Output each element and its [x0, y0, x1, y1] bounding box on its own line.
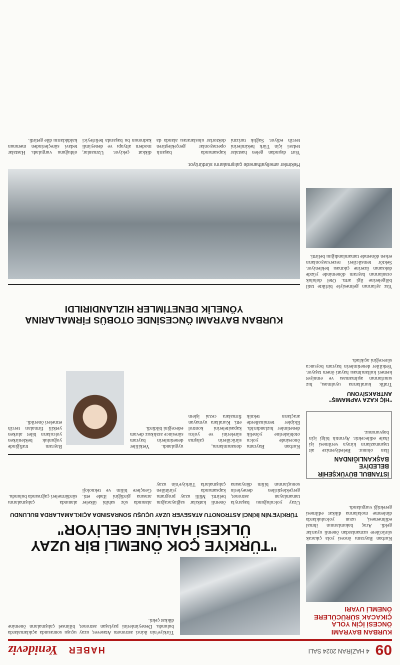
kurban-story — [306, 485, 392, 635]
hekim-body: Yurt dışından gelen hastalar tedavi için Türk hekimlerini tercih ediyor. Sağlık turizmi kapsamında başarılı operasyonlar gerçekleştiren doktorlar uluslararası alanda da dikkat çekiyor. Uzmanlar, modern altyapı ve deneyimli kadronun bu başarıda belirleyici olduğunu vurguladı. Hastalar tedavi süreçlerinden memnun kaldıklarını dile getirdi. — [8, 136, 300, 155]
otobus-story — [8, 289, 300, 449]
doctors-photo — [8, 169, 300, 279]
kurban-body: Kurban Bayramı öncesi yola çıkacak sürücülere uzmanlardan önemli uyarılar geldi. Araç bakımlarının ihmal edilmemesi, uzun yolculuklarda dinlenme molalarına dikkat edilmesi gerektiği vurgulandı. — [306, 504, 392, 541]
kurban-headline: KURBAN BAYRAMI ÖNCESİ İÇİN YOLA ÇIKACAK SÜRÜCÜLERE ÖNEMLİ UYARI — [313, 605, 392, 635]
astronaut-photo — [180, 557, 300, 635]
left-lower-column — [306, 295, 392, 405]
left-bottom-column — [306, 9, 392, 289]
otobus-headline: KURBAN BAYRAMI ÖNCESİNDE OTOBÜS FİRMALARINA YÖNELİK DENETİMLER HIZLANDIRILDI — [24, 303, 284, 325]
left-lower-body: Trafik kurallarına uyulması, hız sınırlarının aşılmaması ve emniyet kemeri kullanılması hayati önem taşıyor. Yetkililer denetimlerin bayram boyunca süreceğini açıkladı. — [306, 356, 392, 388]
section-label: HABER — [67, 645, 105, 655]
page-number: 09 — [375, 641, 392, 659]
woman-portrait-photo — [66, 371, 124, 445]
ibb-ad-body: İlan olunur. Belediyemize ait taşınmazların kiraya verilmesi işi ihale edilecektir. Ayrıntılı bilgi için başvurunuz. — [309, 428, 389, 454]
uzay-headline: "TÜRKİYE ÇOK ÖNEMLİ BİR UZAY ÜLKESİ HALİNE GELİYOR" — [30, 521, 278, 554]
hekim-story — [8, 9, 300, 279]
uzay-body: Uzay yolculuğunu başarıyla tamamlayan astronot, gerçekleştirilen deneylerin sonuçlarının bilim dünyasına önemli katkılar sağlayacağını belirtti. Milli uzay programı kapsamında yürütülen çalışmalarla Türkiye'nin uzay alanında söz sahibi ülkeler arasına girdiğini ifade etti. Gençlere bilim ve teknoloji alanında çalışmalarını sürdürmeleri çağrısında bulundu. — [8, 480, 300, 505]
divider-top — [8, 454, 300, 455]
ibb-ad — [306, 411, 392, 479]
ibb-ad-title: İSTANBUL BÜYÜKŞEHİR BELEDİYE BAŞKANLIĞINDAN — [317, 454, 389, 476]
masthead — [8, 639, 392, 659]
uzay-story — [8, 460, 300, 635]
issue-date: 4 HAZİRAN 2024 SALI — [308, 647, 370, 653]
uzay-intro: Türkiye'nin ikinci astronotu Atasever, uzay uçuşu sonrasında açıklamalarda bulundu. Deneyimlerini paylaşan astronot, bilimsel çalışmaların önemine dikkat çekti. — [8, 616, 174, 635]
otobus-body: Kurban Bayramı öncesinde yolcu otobüslerine yönelik denetimler hızlandırıldı. Ekipler terminallerde araçların teknik donanımlarını, sürücülerin çalışma sürelerini ve yolcu kapasitelerini kontrol etti. Kurallara uymayan firmalara cezai işlem uygulandı. Yetkililer denetimlerin bayram süresince aralıksız devam edeceğini bildirdi. — [130, 412, 300, 449]
divider-mid — [8, 284, 300, 285]
otobus-side: Bayram trafiğinde yoğunluk beklenirken yolcuların bilet alırken yetkili firmaları tercih etmeleri önerildi. — [8, 418, 62, 449]
newspaper-logo: Yenideviz — [8, 643, 58, 658]
uzay-kicker: TÜRKİYE'NİN İKİNCİ ASTRONOTU ATASEVER UZAY UÇUŞU SONRASINDA AÇIKLAMALARDA BULUNDU — [10, 511, 299, 517]
doctors-caption: Hekimler ameliyathanede çalışmalarını sürdürüyor. — [187, 161, 300, 167]
left-bottom-body: Yaz aylarının gelmesiyle birlikte tatil bölgelerine ilgi arttı. Otel doluluk oranlarının bayram döneminde yüzde doksanın üzerine çıkması bekleniyor. Sektör temsilcileri rezervasyonların erken dönemde tamamlandığını belirtti. — [306, 252, 392, 289]
left-bottom-photo — [306, 188, 392, 248]
kurban-photo — [306, 544, 392, 602]
left-lower-subhead: "HİÇ KAZA YAPMAMIŞ" ANTRAKSİYONU — [329, 389, 392, 402]
